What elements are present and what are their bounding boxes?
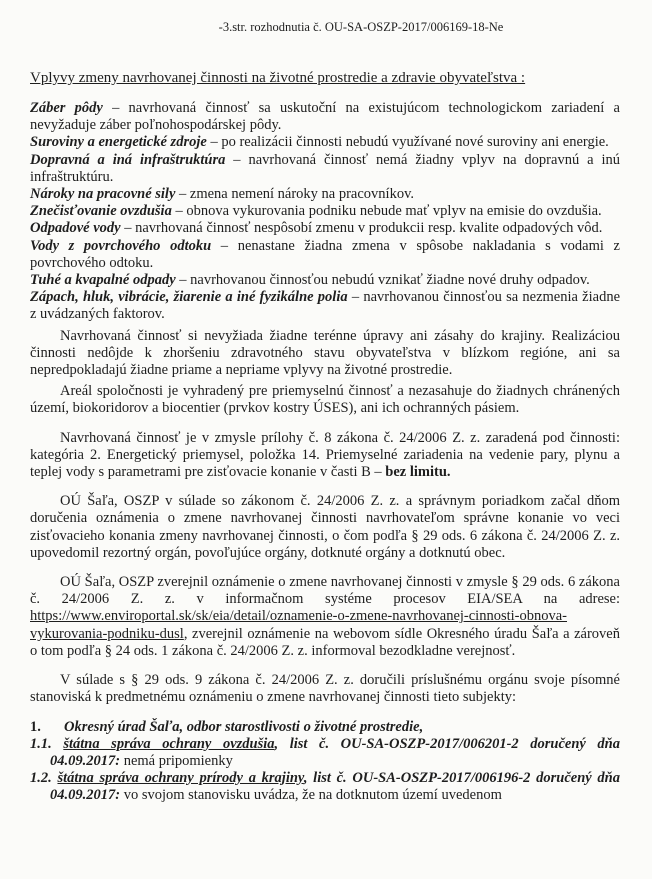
- paragraph-publication: OÚ Šaľa, OSZP zverejnil oznámenie o zmene navrhovanej činnosti v zmysle § 29 ods. 6 zákona č. 24/2006 Z. z. v informačnom systéme procesov EIA/SEA na adrese: https://www.enviroportal.sk/sk/eia/detail/oznamenie-o-zmene-navrhovanej-cinnosti-obnova-vykurovania-podniku-dusl, zverejnil oznámenie na webovom sídle Okresného úradu Šaľa a zároveň o tom podľa § 24 ods. 1 zákona č. 24/2006 Z. z. informoval bezodkladne verejnosť.: [30, 574, 620, 659]
- page-header: -3.str. rozhodnutia č. OU-SA-OSZP-2017/006169-18-Ne: [218, 20, 504, 34]
- sub-list-item: 1.2. štátna správa ochrany prírody a krajiny, list č. OU-SA-OSZP-2017/006196-2 doručený dňa 04.09.2017: vo svojom stanovisku uvádza, že na dotknutom území uvedenom: [30, 770, 620, 804]
- paragraph-landscape: Navrhovaná činnosť si nevyžiada žiadne terénne úpravy ani zásahy do krajiny. Realizáciou činnosti nedôjde k zhoršeniu zdravotného stavu obyvateľstva v blízkom regióne, ani sa nepredpokladajú žiadne priame a nepriame vplyvy na životné prostredie.: [30, 327, 620, 379]
- paragraph-category: Navrhovaná činnosť je v zmysle prílohy č. 8 zákona č. 24/2006 Z. z. zaradená pod činnosti: kategória 2. Energetický priemysel, položka 14. Priemyselné zariadenia na vedenie pary, plynu a teplej vody s parametrami pre zisťovacie konanie v časti B – bez limitu.: [30, 429, 620, 481]
- impact-item: Vody z povrchového odtoku – nenastane žiadna zmena v spôsobe nakladania s vodami z povrchového odtoku.: [30, 237, 620, 271]
- impact-item: Zápach, hluk, vibrácie, žiarenie a iné fyzikálne polia – navrhovanou činnosťou sa nezmenia žiadne z uvádzaných faktorov.: [30, 289, 620, 323]
- impact-item: Záber pôdy – navrhovaná činnosť sa uskutoční na existujúcom technologickom zariadení a nevyžaduje záber poľnohospodárskej pôdy.: [30, 100, 620, 134]
- impact-item: Tuhé a kvapalné odpady – navrhovanou činnosťou nebudú vznikať žiadne nové druhy odpadov.: [30, 272, 590, 289]
- impact-item: Odpadové vody – navrhovaná činnosť nespôsobí zmenu v produkcii resp. kvalite odpadových vôd.: [30, 220, 603, 237]
- list-item: 1. Okresný úrad Šaľa, odbor starostlivosti o životné prostredie,: [30, 718, 424, 735]
- sub-list-item: 1.1. štátna správa ochrany ovzdušia, list č. OU-SA-OSZP-2017/006201-2 doručený dňa 04.09.2017: nemá pripomienky: [30, 735, 620, 769]
- paragraph-area: Areál spoločnosti je vyhradený pre priemyselnú činnosť a nezasahuje do žiadnych chránených území, biokoridorov a biocentier (prvkov kostry ÚSES), ani ich ochranných pásiem.: [30, 383, 620, 417]
- impact-item: Suroviny a energetické zdroje – po realizácii činnosti nebudú využívané nové suroviny ani energie.: [30, 134, 609, 151]
- impact-item: Nároky na pracovné sily – zmena nemení nároky na pracovníkov.: [30, 186, 415, 203]
- paragraph-statements: V súlade s § 29 ods. 9 zákona č. 24/2006 Z. z. doručili príslušnému orgánu svoje písomné stanoviská k predmetnému oznámeniu o zmene navrhovanej činnosti tieto subjekty:: [30, 672, 620, 706]
- impact-item: Dopravná a iná infraštruktúra – navrhovaná činnosť nemá žiadny vplyv na dopravnú a inú infraštruktúru.: [30, 151, 620, 185]
- document-body: [30, 100, 620, 805]
- section-heading: Vplyvy zmeny navrhovanej činnosti na životné prostredie a zdravie obyvateľstva :: [30, 70, 526, 86]
- paragraph-proceedings: OÚ Šaľa, OSZP v súlade so zákonom č. 24/2006 Z. z. a správnym poriadkom začal dňom doručenia oznámenia o zmene navrhovanej činnosti navrhovateľom správne konanie vo veci zisťovacieho konania zmeny navrhovanej činnosti, o čom podľa § 29 ods. 6 zákona č. 24/2006 Z. z. upovedomil rezortný orgán, povoľujúce orgány, dotknuté orgány a dotknutú obec.: [30, 493, 620, 561]
- enviroportal-link[interactable]: https://www.enviroportal.sk/sk/eia/detail/oznamenie-o-zmene-navrhovanej-cinnosti-obnova-vykurovania-podniku-dusl: [30, 608, 568, 642]
- impact-item: Znečisťovanie ovzdušia – obnova vykurovania podniku nebude mať vplyv na emisie do ovzdušia.: [30, 203, 602, 220]
